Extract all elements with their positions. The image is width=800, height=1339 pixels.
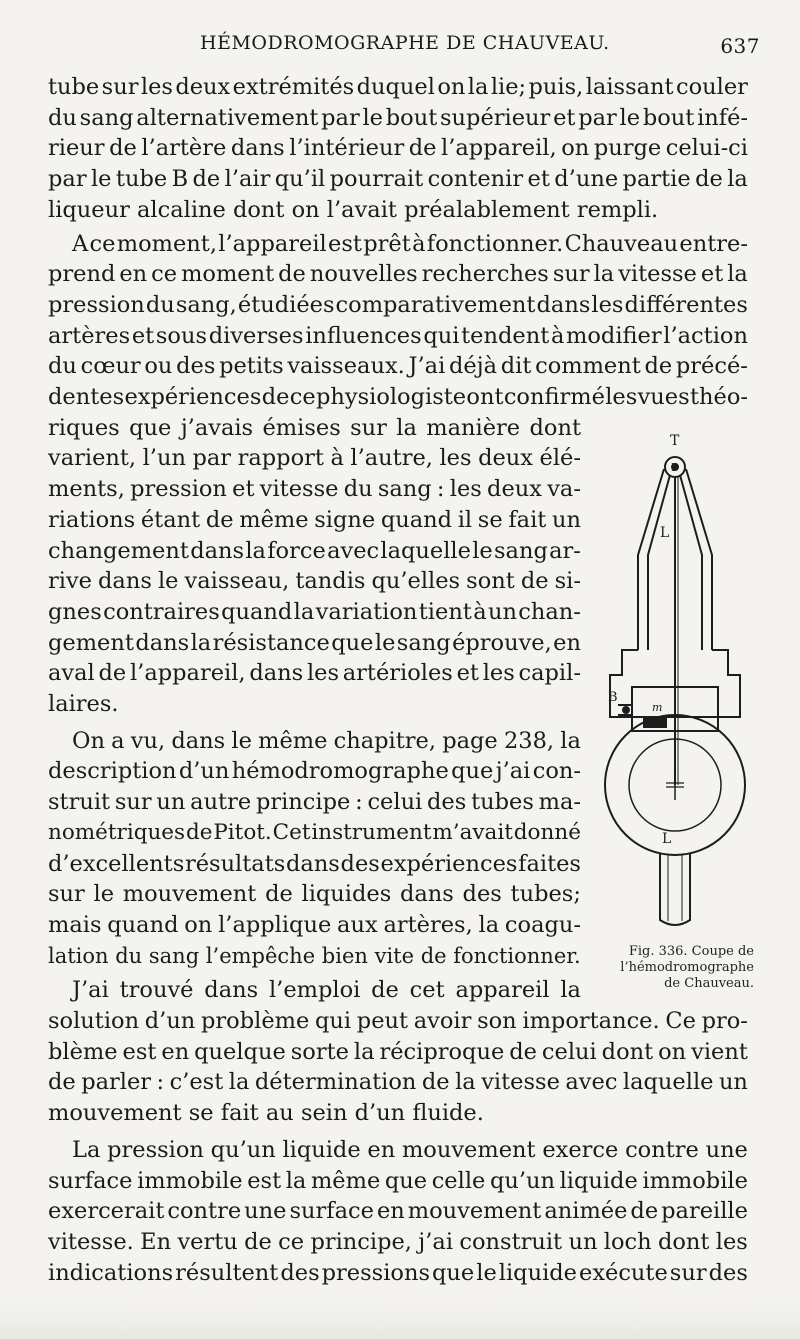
text-line: ments, pression et vitesse du sang : les deux va-	[48, 476, 581, 503]
text-line: aval de l’appareil, dans les artérioles et les capil-	[48, 660, 581, 687]
text-line: struit sur un autre principe : celui des tubes ma-	[48, 789, 581, 816]
text-line: blème est en quelque sorte la réciproque de celui dont on vient	[48, 1038, 748, 1065]
running-title: HÉMODROMOGRAPHE DE CHAUVEAU.	[200, 32, 610, 54]
text-line: rive dans le vaisseau, tandis qu’elles sont de si-	[48, 568, 581, 595]
text-line: mouvement se fait au sein d’un fluide.	[48, 1100, 484, 1127]
label-l-top: L	[660, 525, 670, 541]
text-line: sur le mouvement de liquides dans des tubes;	[48, 881, 581, 908]
page-number: 637	[720, 34, 760, 58]
text-line: prend en ce moment de nouvelles recherches sur la vitesse et la	[48, 261, 748, 288]
text-line: pression du sang, étudiées comparativement dans les différentes	[48, 291, 748, 318]
text-line: gnes contraires quand la variation tient à un chan-	[48, 598, 581, 625]
text-line: On a vu, dans le même chapitre, page 238, la	[72, 727, 581, 754]
text-line: par le tube B de l’air qu’il pourrait contenir et d’une partie de la	[48, 166, 748, 193]
text-line: riations étant de même signe quand il se fait un	[48, 506, 581, 533]
label-t: T	[670, 433, 680, 449]
text-line: J’ai trouvé dans l’emploi de cet appareil la	[72, 977, 581, 1004]
text-line: vitesse. En vertu de ce principe, j’ai construit un loch dont les	[48, 1228, 748, 1255]
label-l-bottom: L	[662, 831, 672, 847]
label-b: B	[608, 690, 618, 705]
text-line: gement dans la résistance que le sang éprouve, en	[48, 629, 581, 656]
text-line: de parler : c’est la détermination de la vitesse avec laquelle un	[48, 1069, 748, 1096]
text-line: exercerait contre une surface en mouvement animée de pareille	[48, 1198, 748, 1225]
text-line: nométriques de Pitot. Cet instrument m’avait donné	[48, 819, 581, 845]
figure-hemodromograph	[600, 425, 770, 965]
text-line: tube sur les deux extrémités duquel on la lie; puis, laissant couler	[48, 74, 748, 100]
label-p: P	[671, 461, 679, 474]
text-line: A ce moment, l’appareil est prêt à fonctionner. Chauveau entre-	[72, 230, 748, 257]
label-m: m	[652, 701, 663, 714]
figure-caption	[606, 944, 754, 992]
text-line: dentes expériences de ce physiologiste ont confirmé les vues théo-	[48, 384, 748, 410]
text-line: artères et sous diverses influences qui tendent à modifier l’action	[48, 322, 748, 349]
tube-left-outer	[638, 469, 664, 650]
text-line: La pression qu’un liquide en mouvement exerce contre une	[72, 1136, 748, 1163]
text-line: indications résultent des pressions que le liquide exécute sur des	[48, 1259, 748, 1286]
running-header	[200, 32, 760, 62]
caption-line: de Chauveau.	[664, 976, 754, 991]
text-line: du cœur ou des petits vaisseaux. J’ai déjà dit comment de précé-	[48, 353, 748, 380]
text-line: riques que j’avais émises sur la manière dont	[48, 414, 581, 441]
text-line: du sang alternativement par le bout supérieur et par le bout infé-	[48, 104, 748, 131]
text-line: solution d’un problème qui peut avoir son importance. Ce pro-	[48, 1008, 748, 1034]
text-line: rieur de l’artère dans l’intérieur de l’appareil, on purge celui-ci	[48, 135, 748, 162]
text-line: laires.	[48, 691, 119, 717]
text-line: lation du sang l’empêche bien vite de fonctionner.	[48, 943, 581, 968]
text-line: description d’un hémodromographe que j’ai con-	[48, 758, 581, 785]
text-line: liqueur alcaline dont on l’avait préalablement rempli.	[48, 196, 659, 223]
text-line: varient, l’un par rapport à l’autre, les deux élé-	[48, 445, 581, 472]
tube-right-outer	[686, 469, 712, 650]
text-line: surface immobile est la même que celle qu’un liquide immobile	[48, 1167, 748, 1194]
text-line: d’excellents résultats dans des expériences faites	[48, 850, 581, 877]
text-line: mais quand on l’applique aux artères, la coagu-	[48, 911, 581, 938]
bleed-through-margin	[0, 1300, 800, 1339]
caption-line: Fig. 336. Coupe de	[628, 944, 754, 959]
caption-line: l’hémodromographe	[620, 960, 754, 975]
text-line: changement dans la force avec laquelle le sang ar-	[48, 537, 581, 564]
